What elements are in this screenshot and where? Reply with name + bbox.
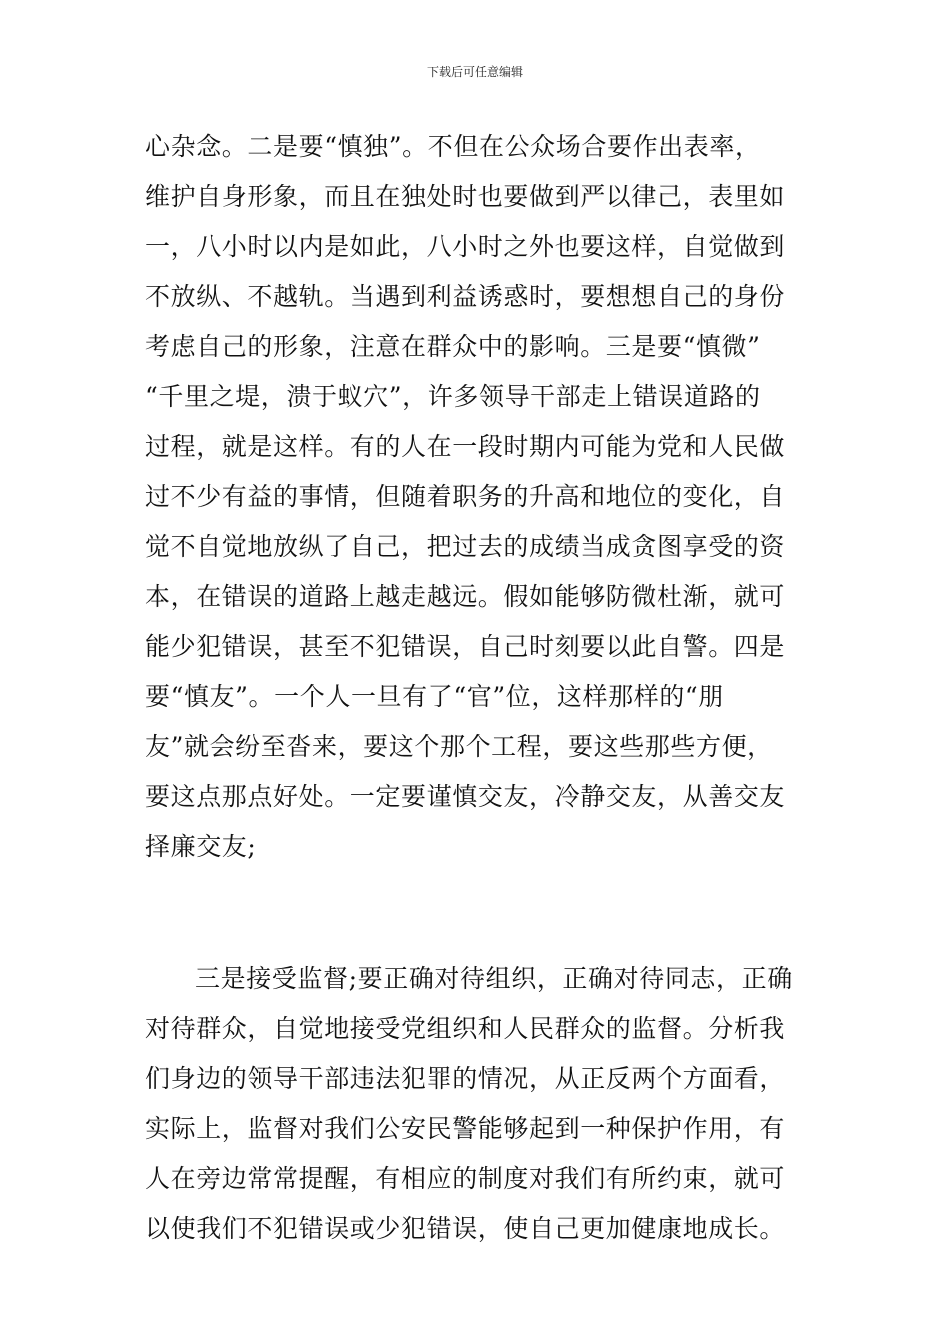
text-line-indented: 三是接受监督;要正确对待组织，正确对待同志，正确 xyxy=(195,964,793,993)
text-line: 对待群众，自觉地接受党组织和人民群众的监督。分析我 xyxy=(145,1014,786,1043)
text-line: “千里之堤，溃于蚁穴”，许多领导干部走上错误道路的 xyxy=(145,382,761,411)
paragraph-spacer xyxy=(145,872,807,954)
paragraph-1 xyxy=(145,122,807,872)
text-line: 一，八小时以内是如此，八小时之外也要这样，自觉做到 xyxy=(145,232,786,261)
text-line: 择廉交友; xyxy=(145,832,257,861)
text-line: 不放纵、不越轨。当遇到利益诱惑时，要想想自己的身份 xyxy=(145,282,786,311)
text-line: 友”就会纷至沓来，要这个那个工程，要这些那些方便， xyxy=(145,732,773,761)
text-line: 实际上，监督对我们公安民警能够起到一种保护作用，有 xyxy=(145,1114,786,1143)
text-line: 以使我们不犯错误或少犯错误，使自己更加健康地成长。 xyxy=(145,1214,786,1243)
text-line: 们身边的领导干部违法犯罪的情况，从正反两个方面看， xyxy=(145,1064,786,1093)
text-line: 本，在错误的道路上越走越远。假如能够防微杜渐，就可 xyxy=(145,582,786,611)
text-line: 能少犯错误，甚至不犯错误，自己时刻要以此自警。四是 xyxy=(145,632,786,661)
text-line: 心杂念。二是要“慎独”。不但在公众场合要作出表率， xyxy=(145,132,761,161)
text-line: 考虑自己的形象，注意在群众中的影响。三是要“慎微” xyxy=(145,332,761,361)
text-line: 要“慎友”。一个人一旦有了“官”位，这样那样的“朋 xyxy=(145,682,724,711)
text-line: 觉不自觉地放纵了自己，把过去的成绩当成贪图享受的资 xyxy=(145,532,786,561)
text-line: 人在旁边常常提醒，有相应的制度对我们有所约束，就可 xyxy=(145,1164,786,1193)
page-header: 下载后可任意编辑 xyxy=(426,65,523,79)
text-line: 要这点那点好处。一定要谨慎交友，冷静交友，从善交友 xyxy=(145,782,786,811)
text-line: 维护自身形象，而且在独处时也要做到严以律己，表里如 xyxy=(145,182,786,211)
paragraph-2 xyxy=(145,954,807,1254)
text-line: 过不少有益的事情，但随着职务的升高和地位的变化，自 xyxy=(145,482,786,511)
text-line: 过程，就是这样。有的人在一段时期内可能为党和人民做 xyxy=(145,432,786,461)
document-body xyxy=(145,122,807,1254)
